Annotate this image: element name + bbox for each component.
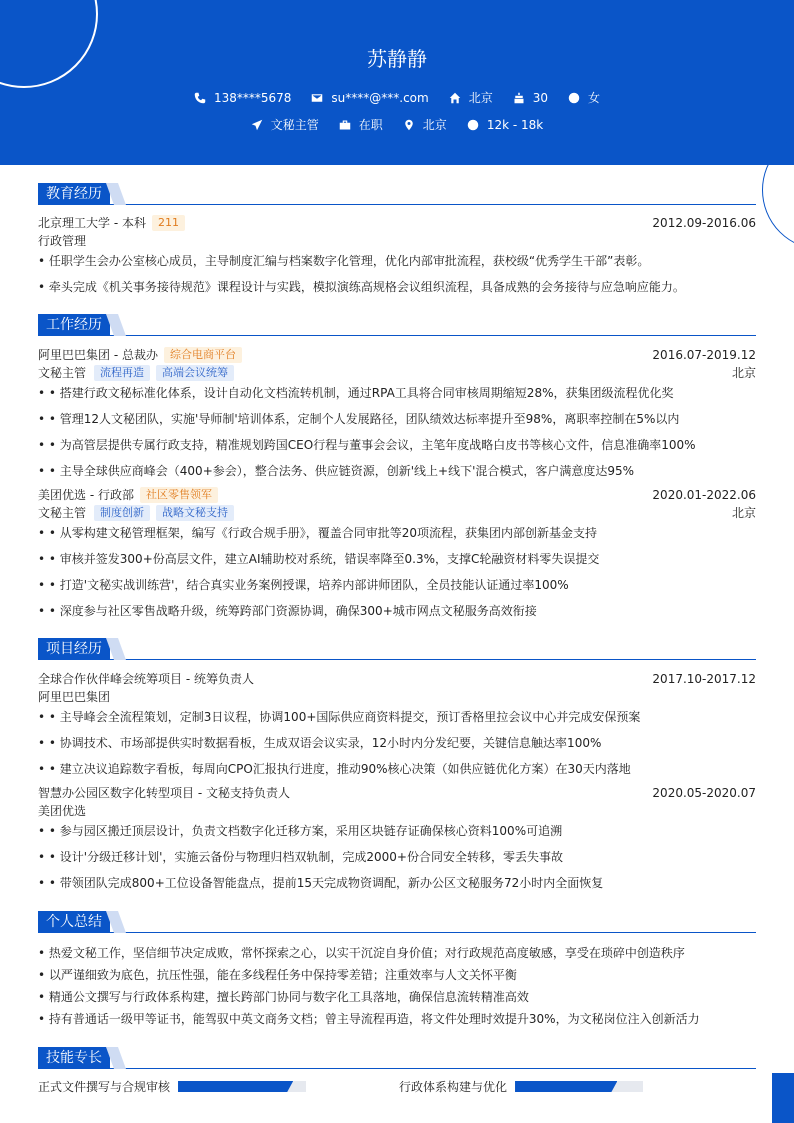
project-date: 2020.05-2020.07: [652, 785, 756, 800]
project-header: [38, 670, 756, 687]
salary-text: 12k - 18k: [486, 117, 544, 132]
skill-name: 正式文件撰写与合规审核: [38, 1080, 171, 1094]
company-tag: 社区零售领军: [140, 487, 218, 503]
job-bullet: • • 审核并签发300+份高层文件，建立AI辅助校对系统，错误率降至0.3%，支撑C轮融资材料零失误提交: [38, 552, 600, 566]
job-city: 北京: [731, 506, 756, 520]
education-header: [38, 214, 756, 231]
project-date: 2017.10-2017.12: [652, 671, 756, 686]
send-icon: [251, 119, 263, 131]
position-item: [251, 116, 319, 133]
mail-icon: [311, 92, 323, 104]
section-title: 工作经历: [38, 314, 110, 336]
major-row: [38, 232, 756, 249]
phone-item: [194, 91, 291, 105]
education-bullet: • 牵头完成《机关事务接待规范》课程设计与实践，模拟演练高规格会议组织流程，具备成熟的会务接待与应急响应能力。: [38, 280, 685, 294]
job-role: 文秘主管: [38, 366, 87, 380]
school-name: 北京理工大学 - 本科: [38, 216, 146, 230]
home-icon: [449, 92, 461, 104]
skill-name: 行政体系构建与优化: [399, 1080, 508, 1094]
job-bullet: • • 打造'文秘实战训练营'，结合真实业务案例授课，培养内部讲师团队，全员技能认证通过率100%: [38, 578, 569, 592]
briefcase-icon: [339, 119, 351, 131]
gender-text: 女: [588, 91, 601, 105]
job-role-row: [38, 364, 756, 381]
age-item: [513, 91, 548, 105]
skill-tag: 流程再造: [94, 365, 150, 381]
money-icon: [467, 119, 479, 131]
section-title-bar: [38, 183, 756, 205]
skill-fill: [178, 1081, 293, 1092]
decorative-corner: [772, 1073, 794, 1123]
job-role-row: [38, 504, 756, 521]
job-date: 2020.01-2022.06: [652, 487, 756, 502]
job-bullet: • • 深度参与社区零售战略升级，统筹跨部门资源协调，确保300+城市网点文秘服务高效衔接: [38, 604, 537, 618]
project-name: 智慧办公园区数字化转型项目 - 文秘支持负责人: [38, 786, 290, 800]
summary-line: • 持有普通话一级甲等证书，能驾驭中英文商务文档；曾主导流程再造，将文件处理时效提升30%，为文秘岗位注入创新活力: [38, 1012, 700, 1026]
job-date: 2016.07-2019.12: [652, 347, 756, 362]
salary-item: [467, 118, 543, 132]
project-section: [38, 638, 756, 898]
job-header: [38, 486, 756, 503]
education-date: 2012.09-2016.06: [652, 215, 756, 230]
age-text: 30: [532, 90, 549, 105]
position-text: 文秘主管: [270, 118, 319, 132]
section-title-bar: [38, 638, 756, 660]
project-name: 全球合作伙伴峰会统筹项目 - 统筹负责人: [38, 672, 254, 686]
cake-icon: [513, 92, 525, 104]
skill-tag: 战略文秘支持: [156, 505, 234, 521]
section-title: 教育经历: [38, 183, 110, 205]
home-city-item: [449, 89, 493, 106]
job-bullet: • • 从零构建文秘管理框架，编写《行政合规手册》，覆盖合同审批等20项流程，获集团内部创新基金支持: [38, 526, 598, 540]
education-section: [38, 183, 756, 303]
school-tag: 211: [152, 215, 185, 231]
section-title-bar: [38, 1047, 756, 1069]
company-name: 阿里巴巴集团 - 总裁办: [38, 348, 158, 362]
job-role: 文秘主管: [38, 506, 87, 520]
summary-line: • 以严谨细致为底色，抗压性强，能在多线程任务中保持零差错；注重效率与人文关怀平衡: [38, 968, 517, 982]
project-bullet: • • 带领团队完成800+工位设备智能盘点，提前15天完成物资调配，新办公区文秘服务72小时内全面恢复: [38, 876, 604, 890]
status-item: [339, 116, 383, 133]
project-bullet: • • 建立决议追踪数字看板，每周向CPO汇报执行进度，推动90%核心决策（如供应链优化方案）在30天内落地: [38, 762, 631, 776]
job-bullet: • • 管理12人文秘团队，实施'导师制'培训体系，定制个人发展路径，团队绩效达标率提升至98%，离职率控制在5%以内: [38, 412, 680, 426]
summary-section: [38, 911, 756, 1031]
skill-tag: 制度创新: [94, 505, 150, 521]
job-bullet: • • 为高管层提供专属行政支持，精准规划跨国CEO行程与董事会会议，主笔年度战略白皮书等核心文件，信息准确率100%: [38, 438, 696, 452]
section-title-bar: [38, 314, 756, 336]
project-org: 美团优选: [38, 804, 87, 818]
gender-item: [568, 89, 600, 106]
company-tag: 综合电商平台: [164, 347, 242, 363]
email-item: [311, 91, 428, 105]
project-org-row: [38, 688, 756, 705]
summary-line: • 精通公文撰写与行政体系构建，擅长跨部门协同与数字化工具落地，确保信息流转精准高效: [38, 990, 529, 1004]
company-name: 美团优选 - 行政部: [38, 488, 134, 502]
education-bullet: • 任职学生会办公室核心成员，主导制度汇编与档案数字化管理，优化内部审批流程，获校级“优秀学生干部”表彰。: [38, 254, 650, 268]
work-city-item: [403, 116, 447, 133]
home-city-text: 北京: [468, 91, 493, 105]
job-city: 北京: [731, 366, 756, 380]
summary-line: • 热爱文秘工作，坚信细节决定成败，常怀探索之心，以实干沉淀自身价值；对行政规范高度敏感，享受在琐碎中创造秩序: [38, 946, 685, 960]
skill-bar: [515, 1081, 643, 1092]
work-section: [38, 314, 756, 624]
job-bullet: • • 搭建行政文秘标准化体系，设计自动化文档流转机制，通过RPA工具将合同审核周期缩短28%，获集团级流程优化奖: [38, 386, 674, 400]
project-org: 阿里巴巴集团: [38, 690, 111, 704]
project-header: [38, 784, 756, 801]
project-bullet: • • 参与园区搬迁顶层设计，负责文档数字化迁移方案，采用区块链存证确保核心资料100%可追溯: [38, 824, 563, 838]
status-text: 在职: [358, 118, 383, 132]
project-bullet: • • 协调技术、市场部提供实时数据看板，生成双语会议实录，12小时内分发纪要，关键信息触达率100%: [38, 736, 602, 750]
phone-icon: [194, 92, 206, 104]
section-title-bar: [38, 911, 756, 933]
contact-row: [0, 89, 794, 106]
job-intent-row: [0, 116, 794, 133]
location-icon: [403, 119, 415, 131]
section-title: 项目经历: [38, 638, 110, 660]
job-header: [38, 346, 756, 363]
skill-item: [399, 1078, 643, 1095]
skill-fill: [515, 1081, 617, 1092]
candidate-name: 苏静静: [367, 47, 427, 71]
resume-header: [0, 0, 794, 165]
section-title: 技能专长: [38, 1047, 110, 1069]
project-bullet: • • 设计'分级迁移计划'，实施云备份与物理归档双轨制，完成2000+份合同安全转移，零丢失事故: [38, 850, 563, 864]
skill-bar: [178, 1081, 306, 1092]
skill-item: [38, 1078, 306, 1095]
work-city-text: 北京: [422, 118, 447, 132]
skills-section: [38, 1047, 756, 1097]
project-org-row: [38, 802, 756, 819]
phone-text: 138****5678: [213, 90, 292, 105]
major: 行政管理: [38, 234, 87, 248]
skill-tag: 高端会议统筹: [156, 365, 234, 381]
section-title: 个人总结: [38, 911, 110, 933]
gender-icon: [568, 92, 580, 104]
job-bullet: • • 主导全球供应商峰会（400+参会），整合法务、供应链资源，创新'线上+线下'混合模式，客户满意度达95%: [38, 464, 635, 478]
project-bullet: • • 主导峰会全流程策划，定制3日议程，协调100+国际供应商资料提交，预订香格里拉会议中心并完成安保预案: [38, 710, 641, 724]
email-text: su****@***.com: [331, 90, 429, 105]
